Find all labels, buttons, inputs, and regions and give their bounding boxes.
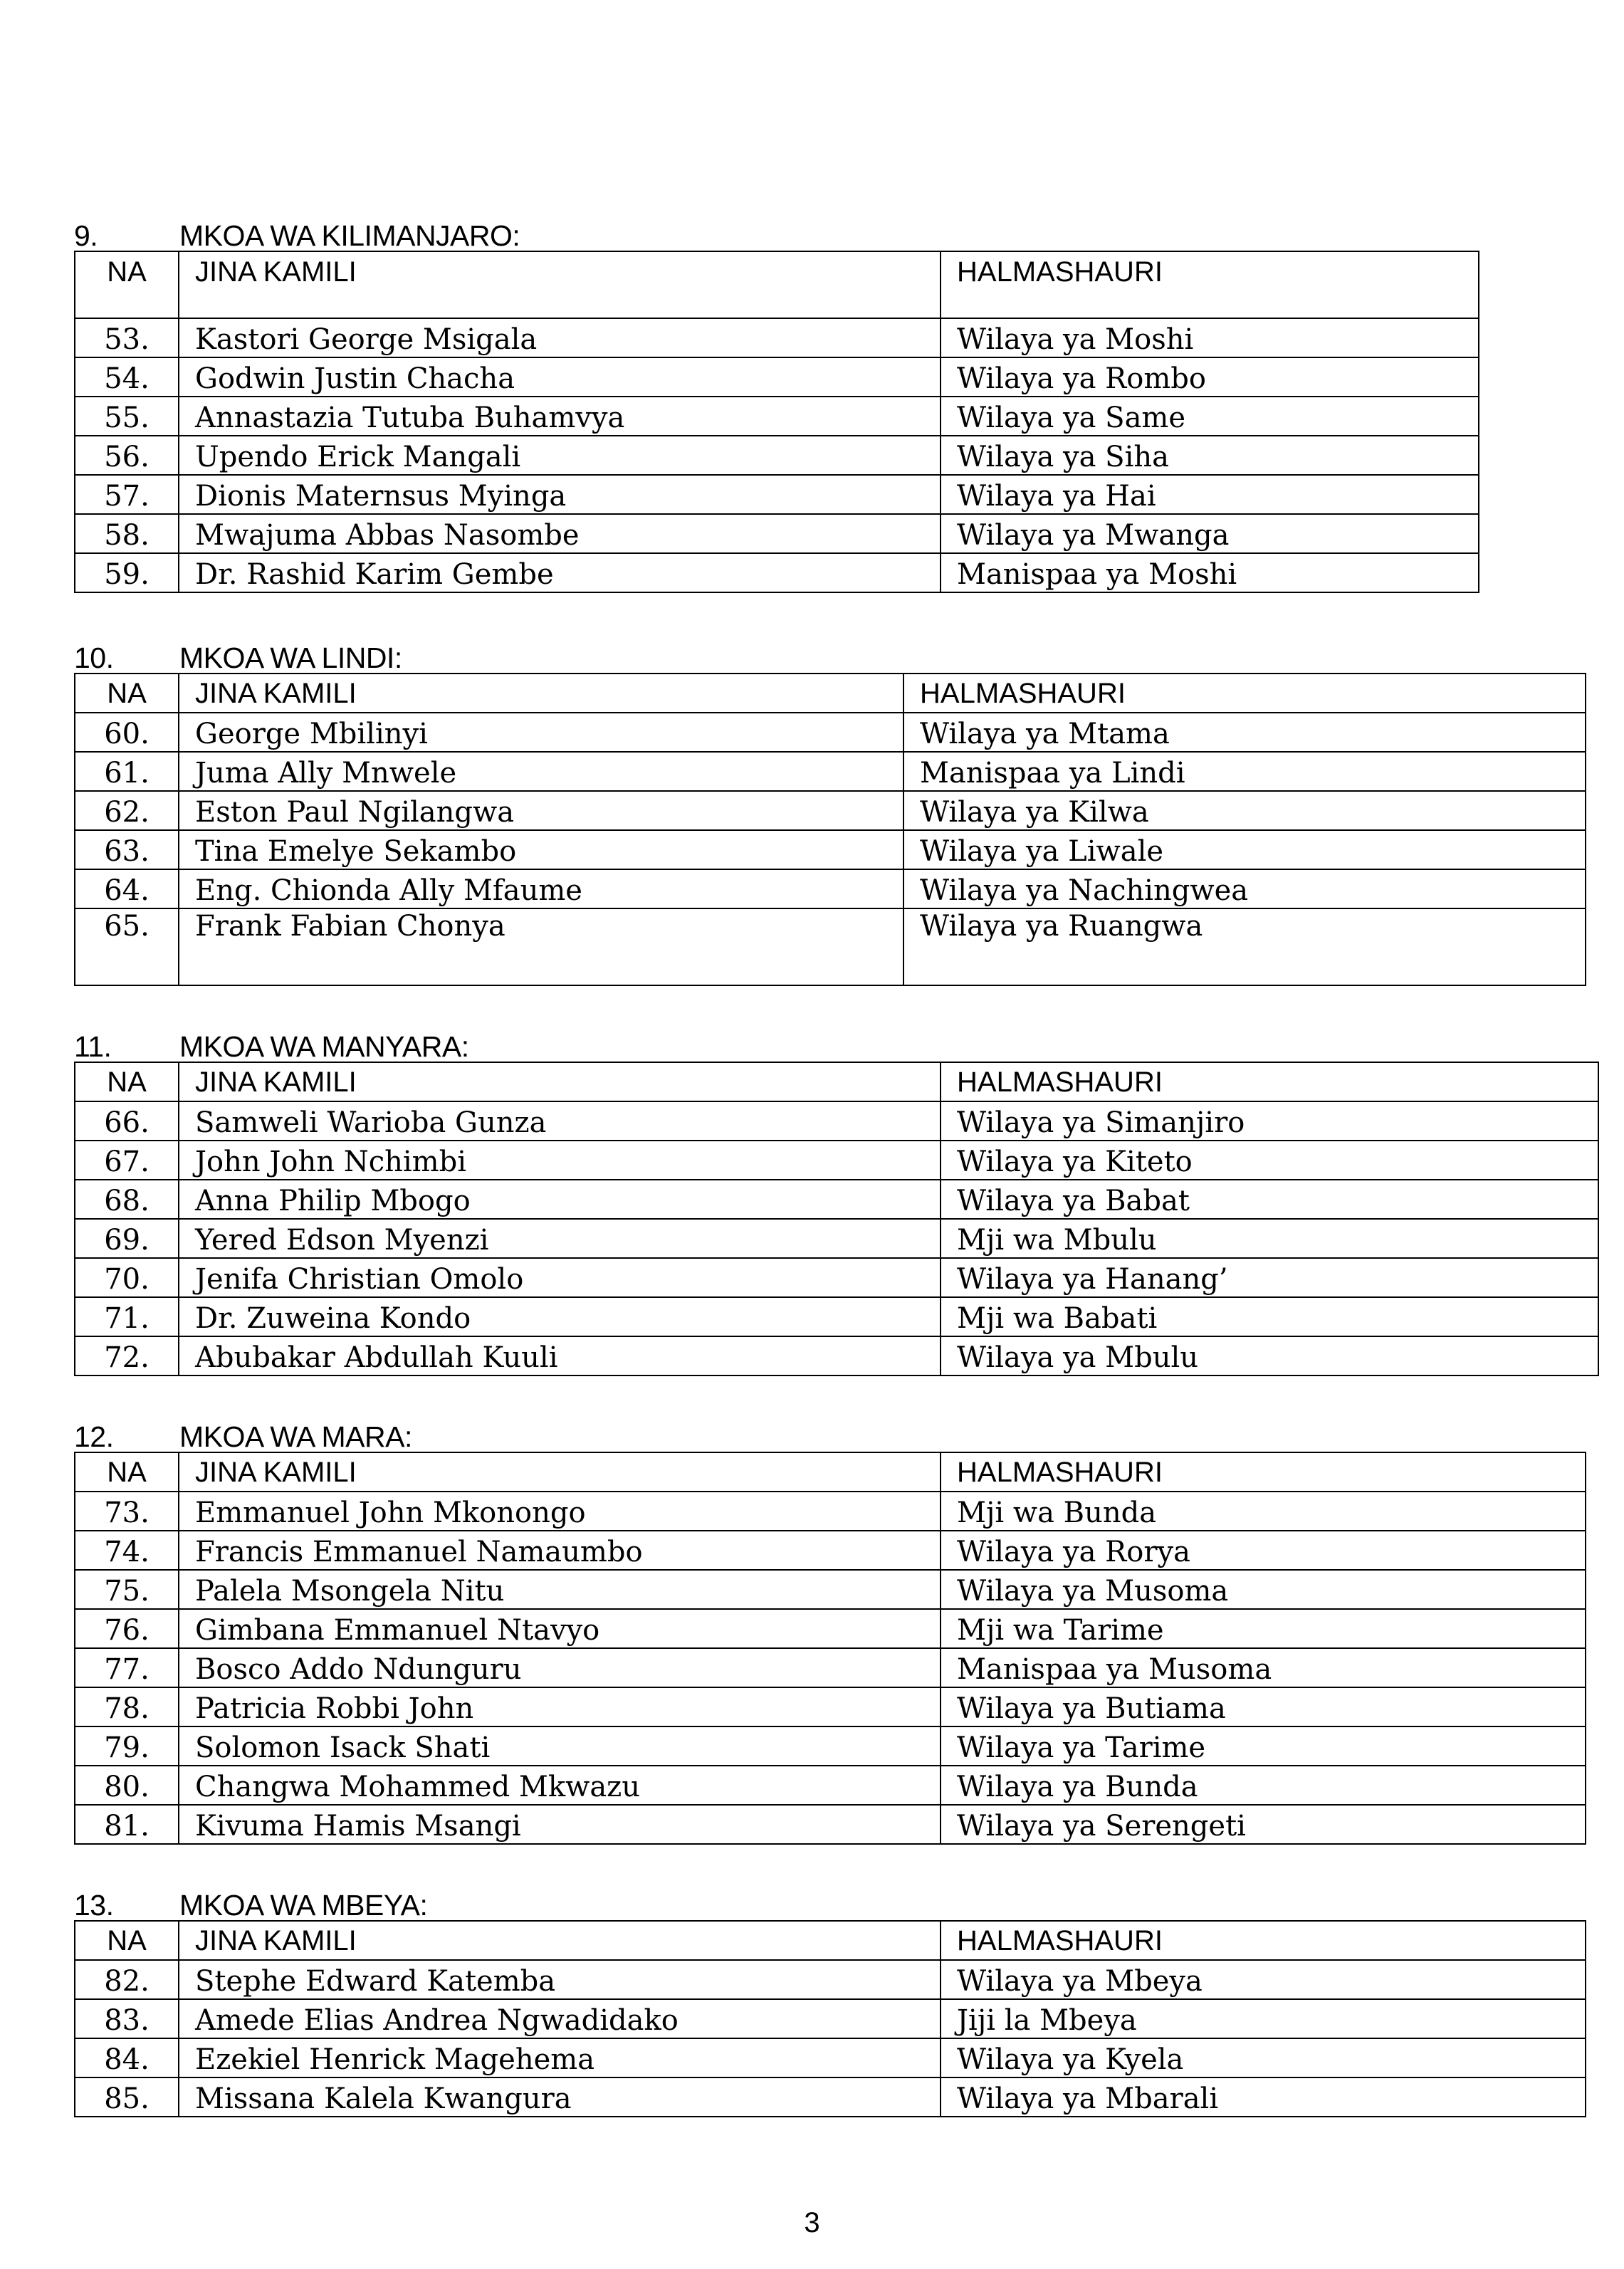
row-council: Mji wa Mbulu (941, 1219, 1598, 1258)
row-name: Solomon Isack Shati (179, 1726, 941, 1766)
row-number: 75. (75, 1570, 179, 1609)
row-number: 76. (75, 1609, 179, 1648)
header-na: NA (75, 251, 179, 318)
table-row (75, 1258, 1598, 1297)
row-council: Mji wa Babati (941, 1297, 1598, 1336)
row-name: Frank Fabian Chonya (179, 908, 903, 985)
header-name: JINA KAMILI (179, 1062, 941, 1101)
row-council: Manispaa ya Lindi (903, 752, 1586, 791)
row-number: 82. (75, 1960, 179, 1999)
row-number: 55. (75, 397, 179, 436)
row-number: 62. (75, 791, 179, 830)
table-row (75, 2077, 1586, 2117)
section-manyara (74, 1025, 1599, 1376)
table-row (75, 1141, 1598, 1180)
row-name: Bosco Addo Ndunguru (179, 1648, 941, 1687)
row-name: Samweli Warioba Gunza (179, 1101, 941, 1141)
row-name: Emmanuel John Mkonongo (179, 1492, 941, 1531)
row-number: 58. (75, 514, 179, 553)
table-row (75, 553, 1479, 592)
table-row (75, 357, 1479, 397)
section-mara (74, 1415, 1586, 1845)
row-name: Palela Msongela Nitu (179, 1570, 941, 1609)
section-heading (74, 1883, 1586, 1920)
row-number: 68. (75, 1180, 179, 1219)
row-number: 73. (75, 1492, 179, 1531)
row-council: Wilaya ya Mwanga (941, 514, 1479, 553)
row-name: Yered Edson Myenzi (179, 1219, 941, 1258)
table-header-row (75, 674, 1586, 713)
table-row (75, 1687, 1586, 1726)
row-name: Ezekiel Henrick Magehema (179, 2038, 941, 2077)
table-header-row (75, 251, 1479, 318)
table-row (75, 1570, 1586, 1609)
row-number: 74. (75, 1531, 179, 1570)
table-row (75, 475, 1479, 514)
row-number: 57. (75, 475, 179, 514)
row-name: Tina Emelye Sekambo (179, 830, 903, 869)
row-name: Patricia Robbi John (179, 1687, 941, 1726)
row-name: Missana Kalela Kwangura (179, 2077, 941, 2117)
row-council: Wilaya ya Mtama (903, 713, 1586, 752)
row-council: Wilaya ya Rombo (941, 357, 1479, 397)
header-na: NA (75, 1921, 179, 1960)
officials-table (74, 1062, 1599, 1376)
table-row (75, 1180, 1598, 1219)
row-council: Wilaya ya Babat (941, 1180, 1598, 1219)
table-row (75, 791, 1586, 830)
table-header-row (75, 1452, 1586, 1492)
table-row (75, 830, 1586, 869)
section-number: 10. (74, 641, 114, 674)
row-council: Wilaya ya Mbeya (941, 1960, 1586, 1999)
table-row (75, 1766, 1586, 1805)
header-council: HALMASHAURI (941, 1452, 1586, 1492)
header-council: HALMASHAURI (941, 1921, 1586, 1960)
row-name: Kivuma Hamis Msangi (179, 1805, 941, 1844)
table-row (75, 1101, 1598, 1141)
row-number: 84. (75, 2038, 179, 2077)
row-number: 79. (75, 1726, 179, 1766)
table-row (75, 869, 1586, 908)
row-council: Wilaya ya Butiama (941, 1687, 1586, 1726)
row-council: Wilaya ya Ruangwa (903, 908, 1586, 985)
row-council: Wilaya ya Bunda (941, 1766, 1586, 1805)
row-number: 60. (75, 713, 179, 752)
table-row (75, 908, 1586, 985)
row-number: 64. (75, 869, 179, 908)
row-number: 83. (75, 1999, 179, 2038)
row-name: Francis Emmanuel Namaumbo (179, 1531, 941, 1570)
row-number: 63. (75, 830, 179, 869)
table-row (75, 1726, 1586, 1766)
row-council: Wilaya ya Mbarali (941, 2077, 1586, 2117)
header-name: JINA KAMILI (179, 1452, 941, 1492)
table-row (75, 1999, 1586, 2038)
section-heading (74, 1025, 1599, 1062)
table-row (75, 318, 1479, 357)
row-council: Wilaya ya Simanjiro (941, 1101, 1598, 1141)
header-name: JINA KAMILI (179, 674, 903, 713)
row-number: 59. (75, 553, 179, 592)
row-council: Wilaya ya Siha (941, 436, 1479, 475)
row-council: Wilaya ya Mbulu (941, 1336, 1598, 1375)
row-number: 53. (75, 318, 179, 357)
row-number: 56. (75, 436, 179, 475)
row-number: 85. (75, 2077, 179, 2117)
row-name: Eston Paul Ngilangwa (179, 791, 903, 830)
row-name: Abubakar Abdullah Kuuli (179, 1336, 941, 1375)
row-number: 66. (75, 1101, 179, 1141)
row-name: Godwin Justin Chacha (179, 357, 941, 397)
table-header-row (75, 1062, 1598, 1101)
section-number: 11. (74, 1030, 112, 1063)
section-heading (74, 214, 1479, 251)
row-council: Manispaa ya Moshi (941, 553, 1479, 592)
header-council: HALMASHAURI (941, 1062, 1598, 1101)
header-council: HALMASHAURI (903, 674, 1586, 713)
header-name: JINA KAMILI (179, 1921, 941, 1960)
row-name: Dionis Maternsus Myinga (179, 475, 941, 514)
row-name: Annastazia Tutuba Buhamvya (179, 397, 941, 436)
table-row (75, 1492, 1586, 1531)
row-name: Changwa Mohammed Mkwazu (179, 1766, 941, 1805)
table-row (75, 1609, 1586, 1648)
row-name: George Mbilinyi (179, 713, 903, 752)
row-name: Amede Elias Andrea Ngwadidako (179, 1999, 941, 2038)
section-title: MKOA WA LINDI: (179, 641, 402, 674)
header-na: NA (75, 1452, 179, 1492)
row-number: 80. (75, 1766, 179, 1805)
row-number: 71. (75, 1297, 179, 1336)
table-row (75, 2038, 1586, 2077)
section-number: 12. (74, 1420, 114, 1453)
row-name: Gimbana Emmanuel Ntavyo (179, 1609, 941, 1648)
officials-table (74, 673, 1586, 986)
header-council: HALMASHAURI (941, 251, 1479, 318)
table-row (75, 1219, 1598, 1258)
row-number: 77. (75, 1648, 179, 1687)
row-council: Mji wa Bunda (941, 1492, 1586, 1531)
table-row (75, 1297, 1598, 1336)
page-number: 3 (804, 2207, 820, 2238)
row-council: Wilaya ya Musoma (941, 1570, 1586, 1609)
section-heading (74, 636, 1586, 673)
table-row (75, 752, 1586, 791)
table-row (75, 1336, 1598, 1375)
section-mbeya (74, 1883, 1586, 2117)
row-number: 78. (75, 1687, 179, 1726)
table-row (75, 1805, 1586, 1844)
row-council: Wilaya ya Tarime (941, 1726, 1586, 1766)
row-number: 61. (75, 752, 179, 791)
row-council: Wilaya ya Kiteto (941, 1141, 1598, 1180)
row-name: Upendo Erick Mangali (179, 436, 941, 475)
row-name: Kastori George Msigala (179, 318, 941, 357)
row-number: 70. (75, 1258, 179, 1297)
row-name: Dr. Rashid Karim Gembe (179, 553, 941, 592)
row-council: Wilaya ya Same (941, 397, 1479, 436)
row-council: Jiji la Mbeya (941, 1999, 1586, 2038)
row-name: Stephe Edward Katemba (179, 1960, 941, 1999)
section-heading (74, 1415, 1586, 1452)
row-name: John John Nchimbi (179, 1141, 941, 1180)
table-row (75, 514, 1479, 553)
header-name: JINA KAMILI (179, 251, 941, 318)
row-name: Dr. Zuweina Kondo (179, 1297, 941, 1336)
row-name: Eng. Chionda Ally Mfaume (179, 869, 903, 908)
section-lindi (74, 636, 1586, 986)
officials-table (74, 251, 1479, 593)
table-header-row (75, 1921, 1586, 1960)
section-title: MKOA WA MARA: (179, 1420, 412, 1453)
section-number: 13. (74, 1889, 114, 1922)
row-council: Manispaa ya Musoma (941, 1648, 1586, 1687)
section-title: MKOA WA KILIMANJARO: (179, 219, 520, 252)
row-number: 81. (75, 1805, 179, 1844)
row-number: 69. (75, 1219, 179, 1258)
row-council: Wilaya ya Hai (941, 475, 1479, 514)
section-title: MKOA WA MBEYA: (179, 1889, 428, 1922)
row-number: 54. (75, 357, 179, 397)
table-row (75, 436, 1479, 475)
row-name: Juma Ally Mnwele (179, 752, 903, 791)
table-row (75, 713, 1586, 752)
table-row (75, 1531, 1586, 1570)
row-number: 67. (75, 1141, 179, 1180)
header-na: NA (75, 1062, 179, 1101)
table-row (75, 397, 1479, 436)
row-council: Wilaya ya Nachingwea (903, 869, 1586, 908)
officials-table (74, 1920, 1586, 2117)
row-council: Wilaya ya Kyela (941, 2038, 1586, 2077)
table-row (75, 1648, 1586, 1687)
row-council: Wilaya ya Moshi (941, 318, 1479, 357)
row-council: Wilaya ya Rorya (941, 1531, 1586, 1570)
row-council: Wilaya ya Liwale (903, 830, 1586, 869)
row-council: Wilaya ya Hanang’ (941, 1258, 1598, 1297)
section-number: 9. (74, 219, 98, 252)
row-name: Anna Philip Mbogo (179, 1180, 941, 1219)
section-kilimanjaro (74, 214, 1479, 593)
table-row (75, 1960, 1586, 1999)
row-number: 72. (75, 1336, 179, 1375)
officials-table (74, 1452, 1586, 1845)
row-number: 65. (75, 908, 179, 985)
row-council: Mji wa Tarime (941, 1609, 1586, 1648)
header-na: NA (75, 674, 179, 713)
row-name: Mwajuma Abbas Nasombe (179, 514, 941, 553)
row-name: Jenifa Christian Omolo (179, 1258, 941, 1297)
row-council: Wilaya ya Serengeti (941, 1805, 1586, 1844)
section-title: MKOA WA MANYARA: (179, 1030, 469, 1063)
row-council: Wilaya ya Kilwa (903, 791, 1586, 830)
